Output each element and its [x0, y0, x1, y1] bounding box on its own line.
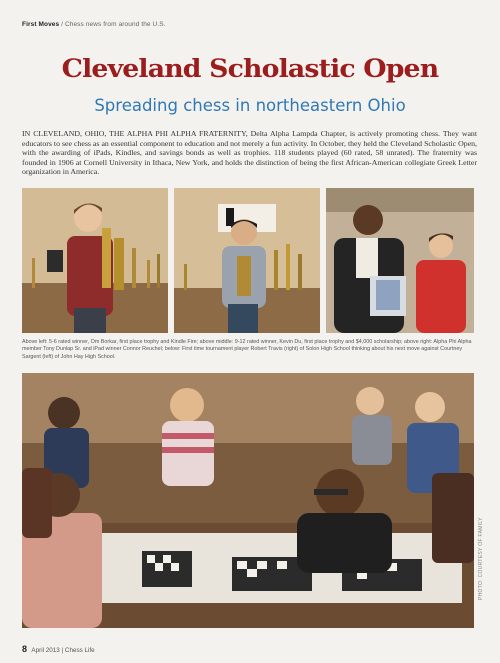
photo-credit: PHOTO: COURTESY OF FAMILY — [478, 517, 484, 600]
article-title: Cleveland Scholastic Open — [61, 54, 439, 83]
section-header — [22, 21, 166, 28]
photo-trophy-winner-1 — [22, 188, 168, 333]
page-number: 8 — [22, 644, 28, 654]
article-body: IN CLEVELAND, OHIO, THE ALPHA PHI ALPHA FRATERNITY, Delta Alpha Lampda Chapter, is actively promoting chess. They want educators to see chess as an essential component to education and not merely a fun activity. In October, they held the Cleveland Scholastic Open, with the awarding of iPads, Kindles, and savings bonds as well as trophies. 118 students played (60 rated, 58 unrated). The fraternity was founded in 1906 at Cornell University in Ithaca, New York, and holds the distinction of being the first African-American collegiate Greek Letter organization in America. — [22, 129, 477, 177]
article-subtitle: Spreading chess in northeastern Ohio — [94, 96, 406, 115]
publication-name: Chess Life — [64, 647, 95, 654]
section-subtitle: Chess news from around the U.S. — [64, 21, 166, 28]
issue-date: April 2013 — [31, 647, 60, 654]
page-footer — [22, 644, 95, 654]
photo-trophy-winner-2 — [174, 188, 320, 333]
section-separator: / — [61, 21, 64, 28]
section-name: First Moves — [22, 21, 60, 28]
photo-tournament-room — [22, 373, 474, 628]
photo-caption: Above left: 5-6 rated winner, Om Borkar, first place trophy and Kindle Fire; above middle: 9-12 rated winner, Kevin Du, first place trophy and $4,000 scholarship; above right: Alpha Phi Alpha member Tony Dunlap Sr. and iPad winner Connor Reuchel; below: First time tournament player Robert Travis (right) of Solon High School thinking about his next move against Courtney Sargent (left) of John Hay High School. — [22, 339, 472, 360]
footer-separator: | — [61, 647, 64, 654]
photo-ipad-winner — [326, 188, 474, 333]
